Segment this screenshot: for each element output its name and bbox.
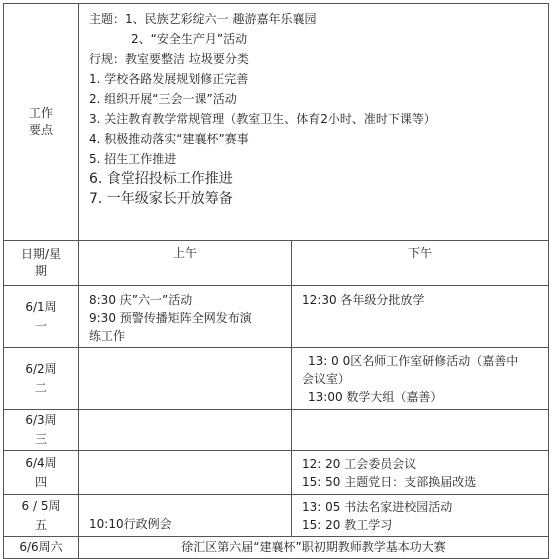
day-label-weekday: 五 (34, 517, 47, 532)
schedule-entry: 12:30 各年级分批放学 (302, 293, 425, 307)
theme-line: 主题：1、民族艺彩绽六一 趣游嘉年乐襄园 (89, 12, 317, 26)
day-label-weekday: 三 (34, 432, 47, 446)
schedule-entry: 8:30 庆”六一”活动 (89, 293, 193, 307)
schedule-header-row (4, 241, 549, 286)
morning-cell (79, 410, 292, 451)
work-point-item: 3. 关注教育教学常规管理（教室卫生、体育2小时、准时下课等） (89, 112, 436, 126)
work-points-label-line1: 工作 (28, 106, 53, 120)
conduct-rule-line: 行规：教室要整洁 垃圾要分类 (89, 52, 249, 66)
afternoon-cell (292, 348, 549, 410)
theme-line-2: 2、“安全生产月”活动 (131, 32, 248, 46)
work-points-label-line2: 要点 (28, 123, 53, 137)
day-label: 6/4周 (25, 455, 57, 470)
date-header (4, 241, 79, 286)
table-row (4, 410, 549, 451)
day-label: 6/3周 (25, 413, 57, 427)
afternoon-cell (292, 495, 549, 537)
day-cell (4, 348, 79, 410)
day-label-weekday: 二 (34, 380, 47, 395)
schedule-entry: 10:10行政例会 (89, 517, 172, 531)
work-point-item: 2. 组织开展“三会一课”活动 (89, 92, 237, 106)
morning-header: 上午 (79, 241, 292, 286)
schedule-entry: 13: 05 书法名家进校园活动 (302, 500, 453, 514)
work-point-item: 7. 一年级家长开放筹备 (89, 191, 233, 207)
morning-cell (79, 495, 292, 537)
table-row (4, 451, 549, 495)
schedule-entry: 12: 20 工会委员会议 (302, 457, 417, 471)
work-point-item: 6. 食堂招投标工作推进 (89, 171, 233, 187)
morning-cell (79, 451, 292, 495)
schedule-entry-continued: 会议室） (302, 372, 351, 386)
work-point-item: 5. 招生工作推进 (89, 152, 177, 166)
schedule-entry-continued: 练工作 (89, 329, 126, 343)
work-points-label (4, 4, 79, 241)
day-cell: 6/6周六 (4, 537, 79, 559)
table-row (4, 495, 549, 537)
afternoon-cell (292, 451, 549, 495)
schedule-entry: 15: 50 主题党日：支部换届改选 (302, 475, 477, 489)
work-points-row (4, 4, 549, 241)
schedule-entry: 9:30 预警传播矩阵全网发布演 (89, 311, 252, 325)
day-label: 6 / 5周 (21, 498, 61, 513)
morning-cell (79, 348, 292, 410)
schedule-entry: 13: 0 0区名师工作室研修活动（嘉善中 (308, 354, 519, 368)
table-row (4, 286, 549, 348)
afternoon-header: 下午 (292, 241, 549, 286)
final-row (4, 537, 549, 559)
date-header-line2: 期 (34, 264, 47, 278)
day-cell (4, 495, 79, 537)
schedule-entry: 13:00 数学大组（嘉善） (308, 390, 443, 404)
day-label-weekday: 四 (34, 474, 47, 489)
day-label-weekday: 一 (34, 318, 47, 333)
afternoon-cell (292, 410, 549, 451)
work-point-item: 1. 学校各路发展规划修正完善 (89, 72, 249, 86)
day-cell (4, 451, 79, 495)
day-cell (4, 410, 79, 451)
date-header-line1: 日期/星 (20, 247, 62, 261)
day-label: 6/1周 (25, 299, 57, 314)
schedule-table (3, 3, 549, 559)
event-banner: 徐汇区第六届“建襄杯”职初期教师教学基本功大赛 (79, 537, 549, 559)
schedule-entry: 15: 20 教工学习 (302, 518, 393, 532)
day-label: 6/2周 (25, 361, 57, 376)
morning-cell (79, 286, 292, 348)
work-point-item: 4. 积极推动落实“建襄杯”赛事 (89, 132, 249, 146)
day-cell (4, 286, 79, 348)
table-row (4, 348, 549, 410)
weekly-schedule-sheet (3, 3, 548, 554)
afternoon-cell (292, 286, 549, 348)
work-points-content (79, 4, 549, 241)
